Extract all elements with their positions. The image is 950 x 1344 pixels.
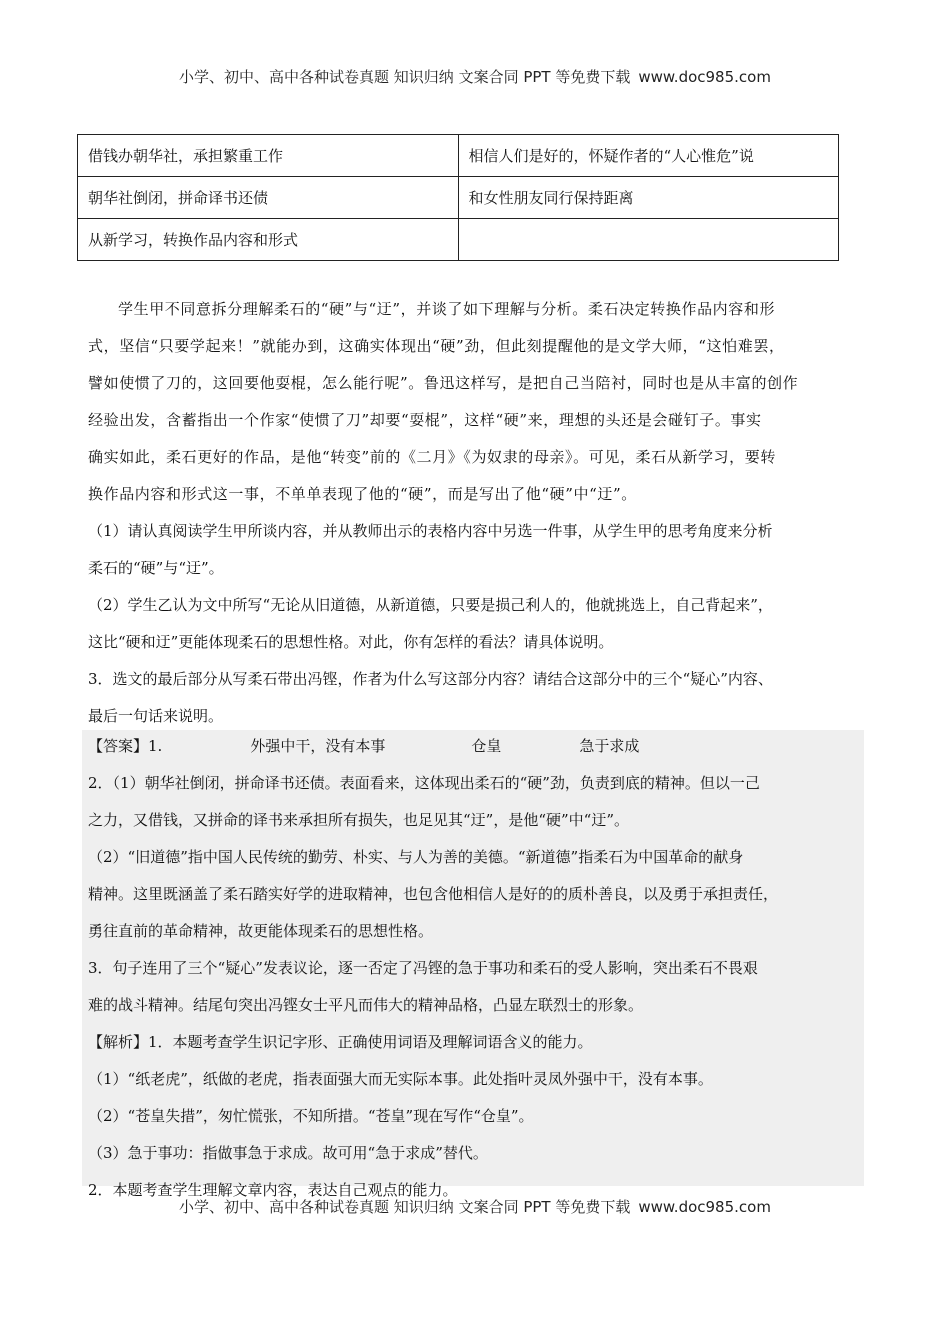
header-text: 小学、初中、高中各种试卷真题 知识归纳 文案合同 PPT 等免费下载 bbox=[179, 68, 631, 86]
analysis-line: 2．本题考查学生理解文章内容，表达自己观点的能力。 bbox=[88, 1181, 458, 1199]
page-footer bbox=[0, 1196, 950, 1217]
answer-line: 3．句子连用了三个“疑心”发表议论，逐一否定了冯铿的急于事功和柔石的受人影响，突出柔石不畏艰 bbox=[88, 959, 758, 977]
essay-and-questions bbox=[88, 291, 860, 735]
question-line: 3．选文的最后部分从写柔石带出冯铿，作者为什么写这部分内容？请结合这部分中的三个“疑心”内容、 bbox=[88, 670, 773, 688]
table-row bbox=[78, 219, 839, 261]
question-line: （1）请认真阅读学生甲所谈内容，并从教师出示的表格内容中另选一件事，从学生甲的思考角度来分析 bbox=[88, 522, 773, 540]
answer-line: 2．（1）朝华社倒闭，拼命译书还债。表面看来，这体现出柔石的“硬”劲，负责到底的精神。但以一己 bbox=[88, 774, 760, 792]
answer-label: 【答案】1. bbox=[88, 737, 163, 755]
analysis-line: （2）“苍皇失措”，匆忙慌张，不知所措。“苍皇”现在写作“仓皇”。 bbox=[88, 1107, 534, 1125]
answer-item: 外强中干，没有本事 bbox=[250, 737, 386, 755]
analysis-line: 【解析】1．本题考查学生识记字形、正确使用词语及理解词语含义的能力。 bbox=[88, 1033, 593, 1051]
table-cell bbox=[458, 219, 839, 261]
question-line: 这比“硬和迂”更能体现柔石的思想性格。对此，你有怎样的看法？请具体说明。 bbox=[88, 633, 614, 651]
page-header bbox=[0, 66, 950, 87]
table-row bbox=[78, 177, 839, 219]
table-cell: 借钱办朝华社，承担繁重工作 bbox=[78, 135, 459, 177]
essay-line: 换作品内容和形式这一事，不单单表现了他的“硬”，而是写出了他“硬”中“迂”。 bbox=[88, 485, 637, 503]
analysis-line: （1）“纸老虎”，纸做的老虎，指表面强大而无实际本事。此处指叶灵凤外强中干，没有本事。 bbox=[88, 1070, 713, 1088]
essay-line: 譬如使惯了刀的，这回要他耍棍，怎么能行呢”。鲁迅这样写，是把自己当陪衬，同时也是从丰富的创作 bbox=[88, 374, 799, 392]
essay-line: 经验出发，含蓄指出一个作家“使惯了刀”却要“耍棍”，这样“硬”来，理想的头还是会碰钉子。事实 bbox=[88, 411, 762, 429]
info-table bbox=[77, 134, 839, 261]
table-row bbox=[78, 135, 839, 177]
question-line: 柔石的“硬”与“迂”。 bbox=[88, 559, 224, 577]
answer-item: 急于求成 bbox=[579, 737, 640, 755]
answer-line: 难的战斗精神。结尾句突出冯铿女士平凡而伟大的精神品格，凸显左联烈士的形象。 bbox=[88, 996, 644, 1014]
answer-line: 精神。这里既涵盖了柔石踏实好学的进取精神，也包含他相信人是好的的质朴善良，以及勇于承担责任， bbox=[88, 885, 779, 903]
table-cell: 和女性朋友同行保持距离 bbox=[458, 177, 839, 219]
answer-line: 勇往直前的革命精神，故更能体现柔石的思想性格。 bbox=[88, 922, 434, 940]
question-line: （2）学生乙认为文中所写“无论从旧道德，从新道德，只要是损己利人的，他就挑选上，自己背起来”， bbox=[88, 596, 773, 614]
table-cell: 朝华社倒闭，拼命译书还债 bbox=[78, 177, 459, 219]
essay-line: 确实如此，柔石更好的作品，是他“转变”前的《二月》《为奴隶的母亲》。可见，柔石从新学习，要转 bbox=[88, 448, 776, 466]
answer-item: 仓皇 bbox=[471, 737, 502, 755]
answer-line bbox=[88, 728, 860, 765]
answer-line: （2）“旧道德”指中国人民传统的勤劳、朴实、与人为善的美德。“新道德”指柔石为中国革命的献身 bbox=[88, 848, 744, 866]
footer-url[interactable]: www.doc985.com bbox=[638, 1198, 771, 1216]
header-url[interactable]: www.doc985.com bbox=[638, 68, 771, 86]
footer-text: 小学、初中、高中各种试卷真题 知识归纳 文案合同 PPT 等免费下载 bbox=[179, 1198, 631, 1216]
answers-and-analysis bbox=[88, 728, 860, 1209]
analysis-line: （3）急于事功：指做事急于求成。故可用“急于求成”替代。 bbox=[88, 1144, 488, 1162]
essay-line: 式，坚信“只要学起来！”就能办到，这确实体现出“硬”劲，但此刻提醒他的是文学大师，“这怕难罢， bbox=[88, 337, 785, 355]
table-cell: 相信人们是好的，怀疑作者的“人心惟危”说 bbox=[458, 135, 839, 177]
question-line: 最后一句话来说明。 bbox=[88, 707, 224, 725]
table-cell: 从新学习，转换作品内容和形式 bbox=[78, 219, 459, 261]
essay-line: 学生甲不同意拆分理解柔石的“硬”与“迂”，并谈了如下理解与分析。柔石决定转换作品内容和形 bbox=[118, 300, 776, 318]
answer-line: 之力，又借钱，又拼命的译书来承担所有损失，也足见其“迂”，是他“硬”中“迂”。 bbox=[88, 811, 630, 829]
